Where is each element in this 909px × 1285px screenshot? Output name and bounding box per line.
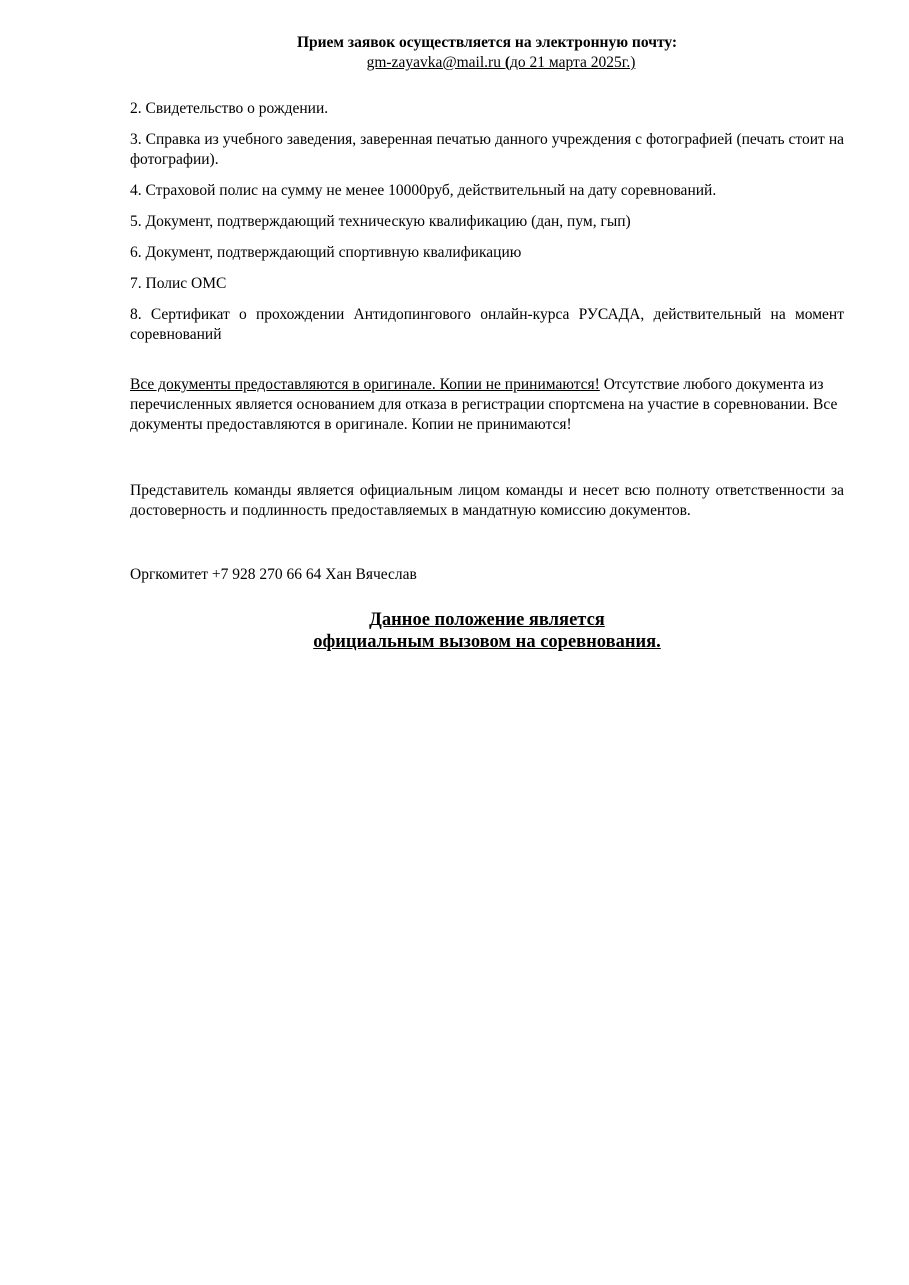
application-header xyxy=(130,33,844,73)
representative-paragraph: Представитель команды является официальным лицом команды и несет всю полноту ответственности за достоверность и подлинность предоставляемых в мандатную комиссию документов. xyxy=(130,482,844,519)
list-item-insurance-policy: 4. Страховой полис на сумму не менее 10000руб, действительный на дату соревнований. xyxy=(130,182,717,199)
list-item-sport-qualification: 6. Документ, подтверждающий спортивную квалификацию xyxy=(130,244,522,261)
official-invitation-line-1: Данное положение является xyxy=(369,610,605,630)
deadline-text: до 21 марта 2025г.) xyxy=(510,54,636,71)
documents-list xyxy=(130,99,844,356)
paren-open: ( xyxy=(504,54,510,71)
official-invitation-line-2: официальным вызовом на соревнования. xyxy=(313,632,661,652)
list-item-birth-certificate: 2. Свидетельство о рождении. xyxy=(130,100,329,117)
list-item-school-certificate: 3. Справка из учебного заведения, заверенная печатью данного учреждения с фотографией (печать стоит на фотографии). xyxy=(130,131,844,168)
list-item-rusada-certificate: 8. Сертификат о прохождении Антидопингового онлайн-курса РУСАДА, действительный на момент соревнований xyxy=(130,306,844,343)
header-contact xyxy=(130,53,844,73)
originals-notice-rest: Отсутствие любого документа из перечисленных является основанием для отказа в регистрации спортсмена на участие в соревновании. Все документы предоставляются в оригинале. Копии не принимаются! xyxy=(130,376,838,433)
email-link[interactable]: gm-zayavka@mail.ru xyxy=(366,54,501,71)
originals-notice xyxy=(130,375,844,435)
orgcom-contact: Оргкомитет +7 928 270 66 64 Хан Вячеслав xyxy=(130,566,417,583)
list-item-technical-qualification: 5. Документ, подтверждающий техническую квалификацию (дан, пум, гып) xyxy=(130,213,631,230)
list-item-oms-policy: 7. Полис ОМС xyxy=(130,275,227,292)
official-invitation-statement xyxy=(130,609,844,653)
header-title: Прием заявок осуществляется на электронную почту: xyxy=(296,34,678,51)
originals-notice-underlined: Все документы предоставляются в оригинале. Копии не принимаются! xyxy=(130,376,600,393)
